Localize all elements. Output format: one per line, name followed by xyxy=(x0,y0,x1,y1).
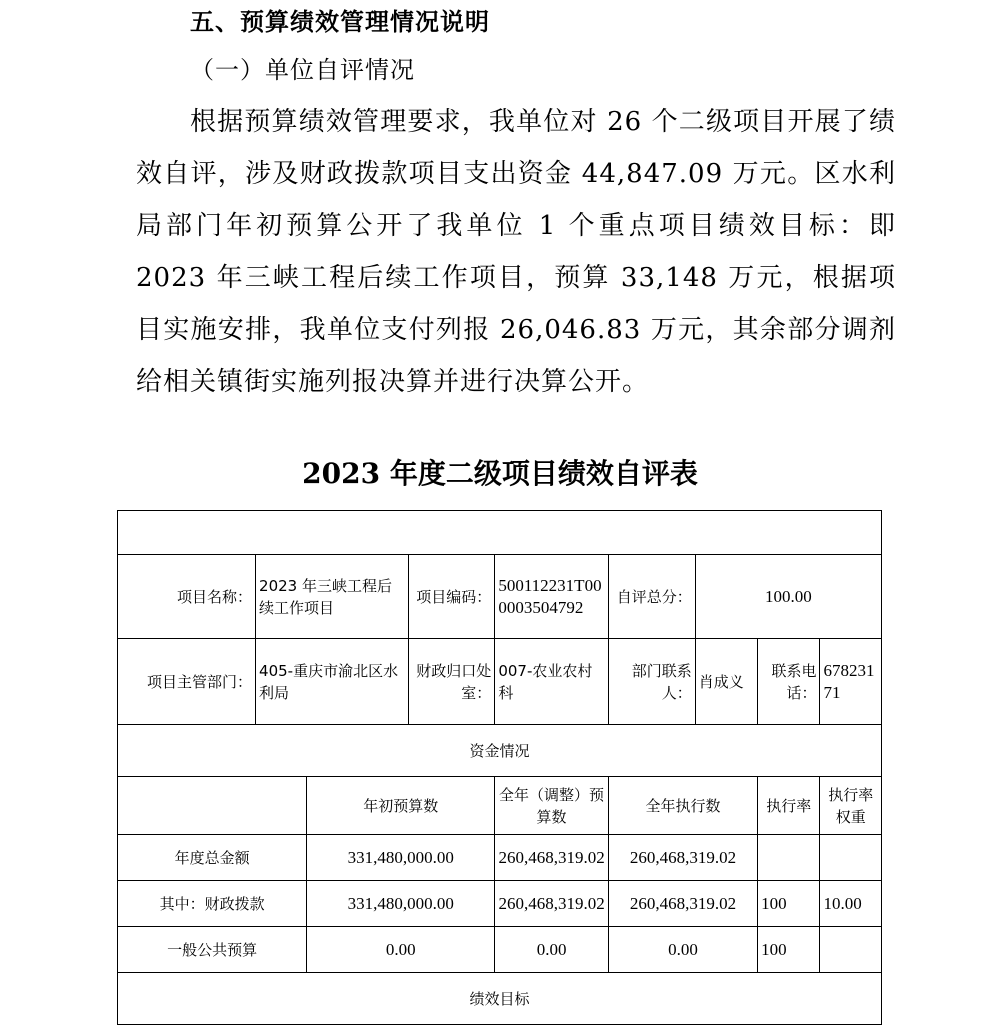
cell-exec-rate: 100 xyxy=(758,927,820,973)
header-rate-weight: 执行率权重 xyxy=(820,777,882,835)
cell-adjusted-budget: 260,468,319.02 xyxy=(495,835,609,881)
score-label: 自评总分： xyxy=(608,555,695,639)
project-code-value: 500112231T000003504792 xyxy=(495,555,609,639)
contact-label: 部门联系人： xyxy=(608,639,695,725)
project-name-value: 2023 年三峡工程后续工作项目 xyxy=(256,555,409,639)
finance-office-label: 财政归口处室： xyxy=(409,639,495,725)
phone-label: 联系电话： xyxy=(758,639,820,725)
header-exec-rate: 执行率 xyxy=(758,777,820,835)
header-executed: 全年执行数 xyxy=(608,777,757,835)
table-row xyxy=(118,881,882,927)
cell-initial-budget: 0.00 xyxy=(307,927,495,973)
cell-initial-budget: 331,480,000.00 xyxy=(307,881,495,927)
score-value: 100.00 xyxy=(695,555,881,639)
paragraph-text: 根据预算绩效管理要求，我单位对 26 个二级项目开展了绩效自评，涉及财政拨款项目支出资金 44,847.09 万元。区水利局部门年初预算公开了我单位 1 个重点项目绩效目标：即 2023 年三峡工程后续工作项目，预算 33,148 万元，根据项目实施安排，我单位支付列报 26,046.83 万元，其余部分调剂给相关镇街实施列报决算并进行决算公开。 xyxy=(136,107,896,397)
finance-office-value: 007-农业农村科 xyxy=(495,639,609,725)
contact-value: 肖成义 xyxy=(695,639,757,725)
header-initial-budget: 年初预算数 xyxy=(307,777,495,835)
subsection-heading: （一）单位自评情况 xyxy=(190,56,415,84)
project-name-label: 项目名称： xyxy=(118,555,256,639)
header-empty xyxy=(118,777,307,835)
cell-exec-rate xyxy=(758,835,820,881)
dept-label: 项目主管部门： xyxy=(118,639,256,725)
body-paragraph xyxy=(136,96,896,408)
row-label: 其中：财政拨款 xyxy=(118,881,307,927)
dept-value: 405-重庆市渝北区水利局 xyxy=(256,639,409,725)
cell-rate-weight xyxy=(820,927,882,973)
table-title: 2023 年度二级项目绩效自评表 xyxy=(302,457,698,490)
cell-adjusted-budget: 0.00 xyxy=(495,927,609,973)
cell-executed: 0.00 xyxy=(608,927,757,973)
table-row xyxy=(118,927,882,973)
cell-adjusted-budget: 260,468,319.02 xyxy=(495,881,609,927)
row-label: 一般公共预算 xyxy=(118,927,307,973)
goals-section-header: 绩效目标 xyxy=(118,973,882,1025)
table-top-empty-row xyxy=(118,511,882,555)
funds-section-header: 资金情况 xyxy=(118,725,882,777)
cell-executed: 260,468,319.02 xyxy=(608,881,757,927)
cell-rate-weight xyxy=(820,835,882,881)
cell-initial-budget: 331,480,000.00 xyxy=(307,835,495,881)
section-heading: 五、预算绩效管理情况说明 xyxy=(190,8,490,36)
performance-table xyxy=(117,510,882,1025)
table-row xyxy=(118,835,882,881)
cell-rate-weight: 10.00 xyxy=(820,881,882,927)
project-code-label: 项目编码： xyxy=(409,555,495,639)
cell-exec-rate: 100 xyxy=(758,881,820,927)
row-label: 年度总金额 xyxy=(118,835,307,881)
header-adjusted-budget: 全年（调整）预算数 xyxy=(495,777,609,835)
phone-value: 67823171 xyxy=(820,639,882,725)
cell-executed: 260,468,319.02 xyxy=(608,835,757,881)
